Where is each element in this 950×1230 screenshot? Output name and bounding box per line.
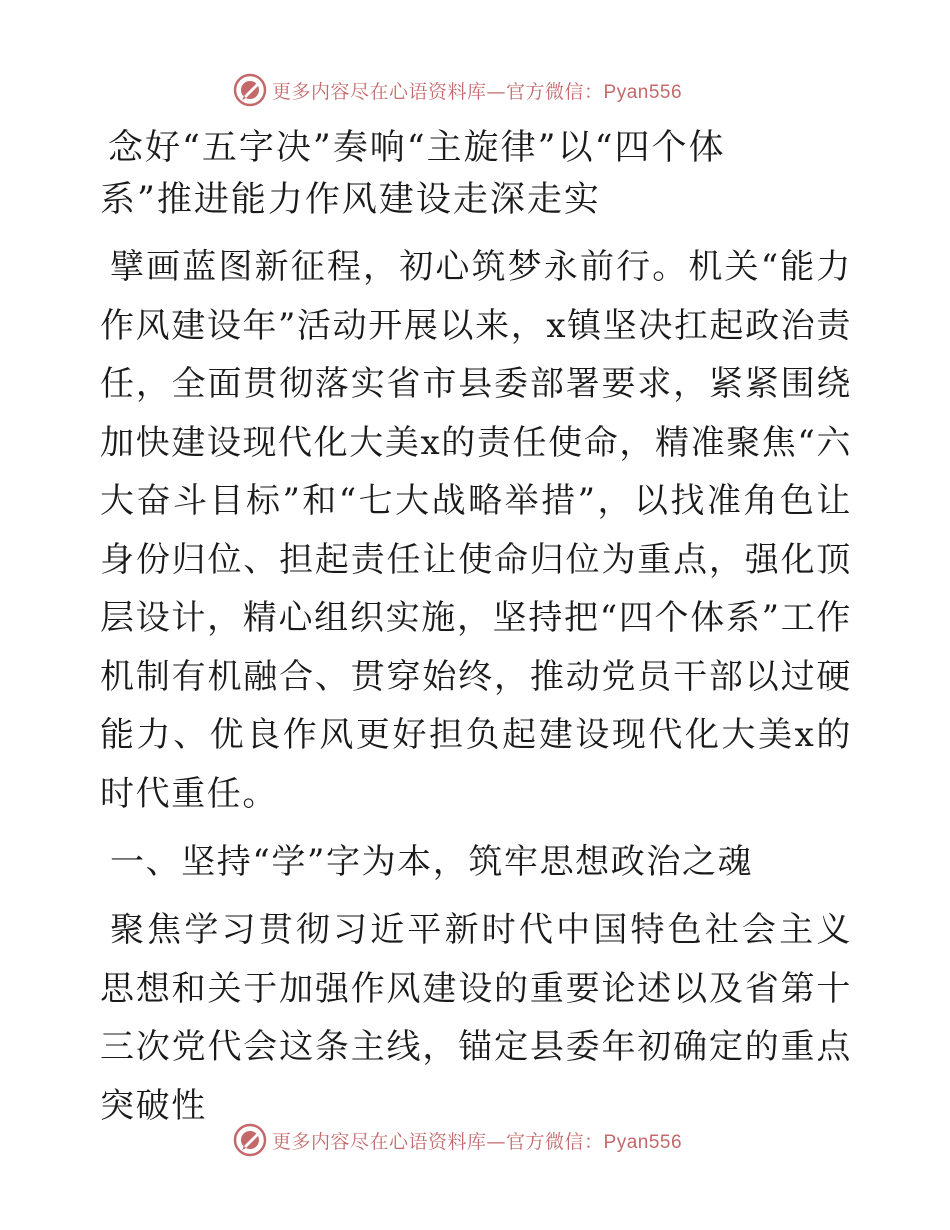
watermark-text: 更多内容尽在心语资料库—官方微信：Pyan556 xyxy=(272,1130,683,1153)
title-line-1: 念好“五字决”奏响“主旋律”以“四个体 xyxy=(108,128,726,168)
document-title xyxy=(100,122,852,226)
document-body xyxy=(100,122,852,1145)
watermark-text: 更多内容尽在心语资料库—官方微信：Pyan556 xyxy=(272,80,683,103)
pen-seal-logo-icon xyxy=(232,72,268,108)
intro-paragraph: 擘画蓝图新征程，初心筑梦永前行。机关“能力作风建设年”活动开展以来，x镇坚决扛起政治责任，全面贯彻落实省市县委部署要求，紧紧围绕加快建设现代化大美x的责任使命，精准聚焦“六大奋斗目标”和“七大战略举措”，以找准角色让身份归位、担起责任让使命归位为重点，强化顶层设计，精心组织实施，坚持把“四个体系”工作机制有机融合、贯穿始终，推动党员干部以过硬能力、优良作风更好担负起建设现代化大美x的时代重任。 xyxy=(100,247,852,814)
section-1-heading: 一、坚持“学”字为本，筑牢思想政治之魂 xyxy=(110,842,754,882)
watermark-banner-bottom xyxy=(232,1120,732,1160)
title-line-2: 系”推进能力作风建设走深走实 xyxy=(100,180,601,220)
watermark-banner-top xyxy=(232,70,732,110)
pen-seal-logo-icon xyxy=(232,1122,268,1158)
section-1-paragraph: 聚焦学习贯彻习近平新时代中国特色社会主义思想和关于加强作风建设的重要论述以及省第十三次党代会这条主线，锚定县委年初确定的重点突破性 xyxy=(100,910,852,1126)
